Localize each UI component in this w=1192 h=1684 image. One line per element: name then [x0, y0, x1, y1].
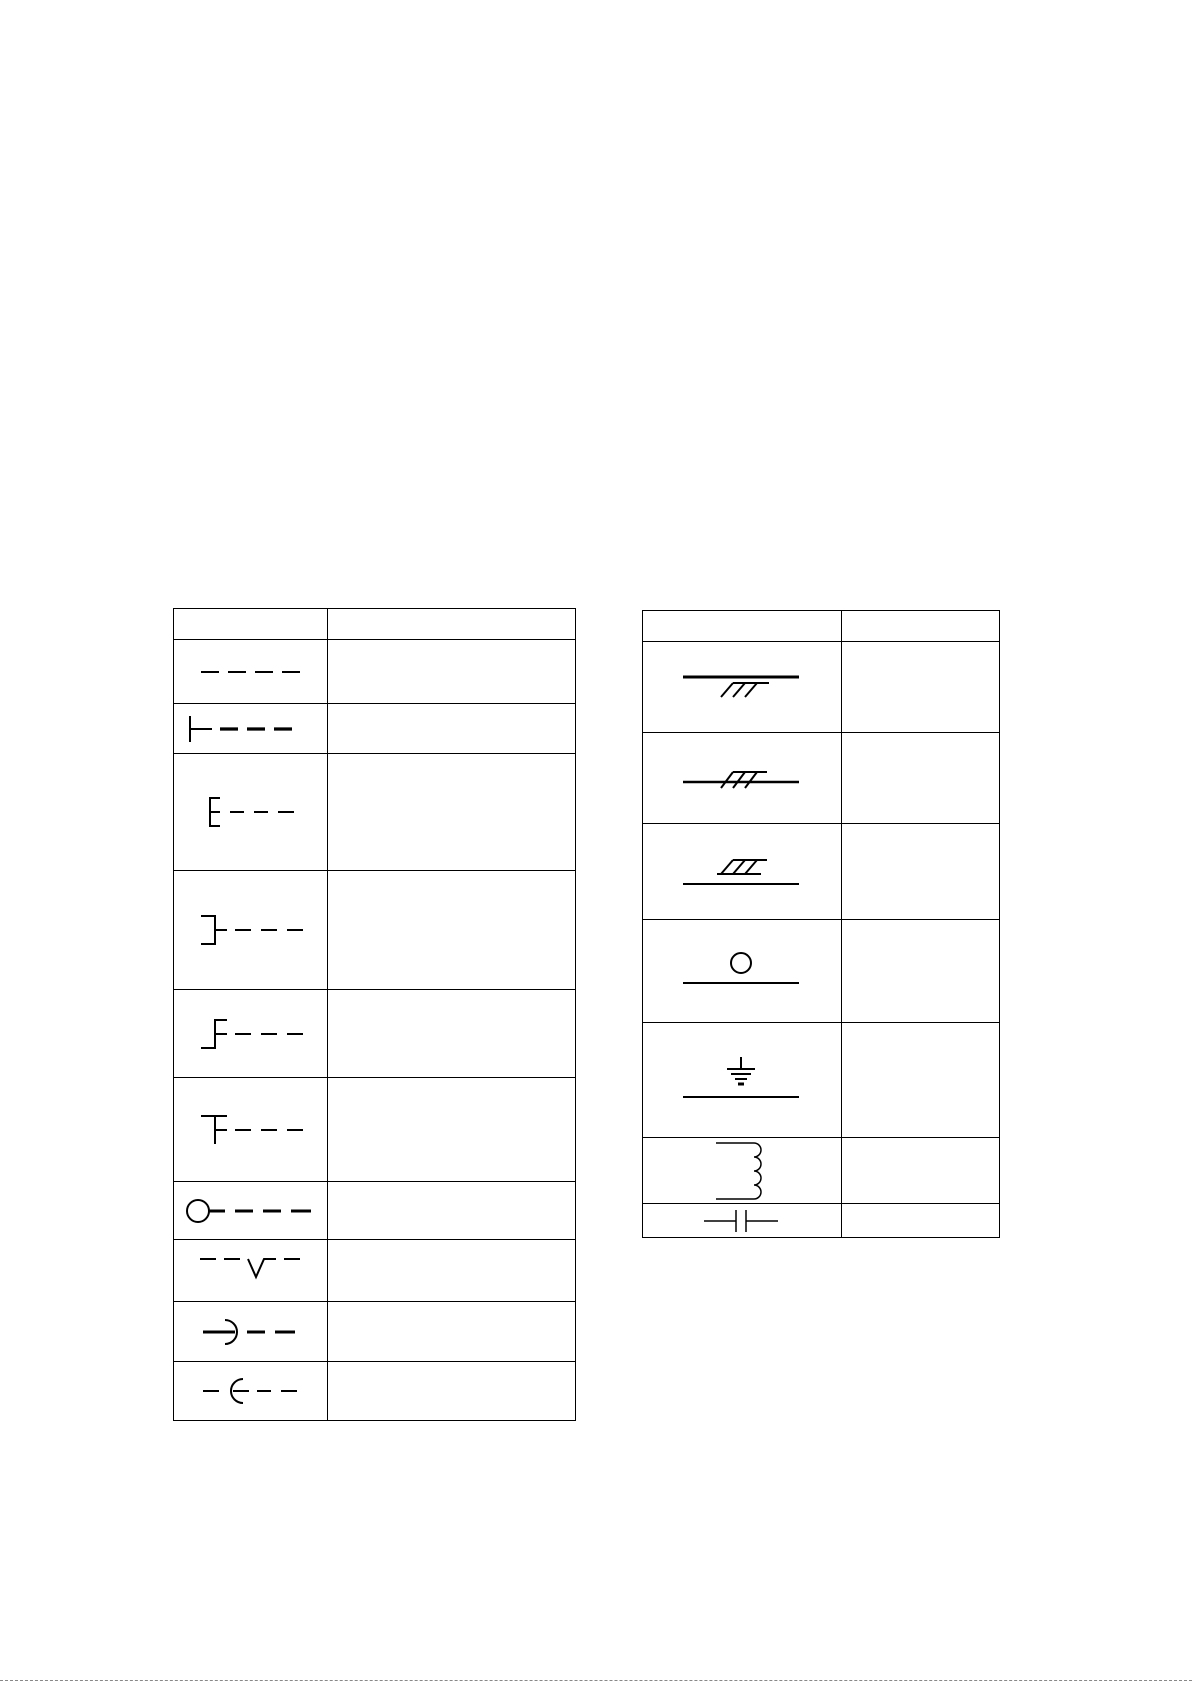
- dashed-line-t-bracket-icon: [191, 1110, 311, 1150]
- description-cell: [328, 640, 576, 704]
- symbol-column-header: [643, 611, 842, 642]
- symbol-cell: [643, 1138, 842, 1204]
- symbol-cell: [643, 1023, 842, 1138]
- page-bottom-divider: [0, 1680, 1192, 1681]
- right-symbol-table: [642, 610, 1000, 1238]
- table-row: [643, 1023, 1000, 1138]
- dashed-line-reverse-bracket-icon: [191, 910, 311, 950]
- dashed-line-e-bracket-icon: [196, 792, 306, 832]
- dashed-line-start-bar-icon: [176, 712, 326, 746]
- dashed-line-circle-icon: [181, 1194, 321, 1228]
- description-cell: [328, 1362, 576, 1421]
- ground-symbol-icon: [677, 1055, 807, 1105]
- line-hatch-below-icon: [677, 667, 807, 707]
- table-row: [174, 1302, 576, 1362]
- table-row: [174, 754, 576, 871]
- table-row: [174, 871, 576, 990]
- description-column-header: [842, 611, 1000, 642]
- table-row: [643, 1138, 1000, 1204]
- table-row: [643, 824, 1000, 920]
- symbol-cell: [643, 824, 842, 920]
- dashed-line-left-arc-icon: [191, 1371, 311, 1411]
- table-row: [174, 1240, 576, 1302]
- description-cell: [328, 704, 576, 754]
- table-header-row: [174, 609, 576, 640]
- symbol-cell: [174, 640, 328, 704]
- description-cell: [328, 1182, 576, 1240]
- description-cell: [328, 1240, 576, 1302]
- symbol-cell: [174, 1240, 328, 1302]
- symbol-cell: [174, 1302, 328, 1362]
- description-cell: [842, 920, 1000, 1023]
- symbol-cell: [174, 990, 328, 1078]
- description-cell: [328, 754, 576, 871]
- symbol-column-header: [174, 609, 328, 640]
- dashed-line-f-bracket-icon: [191, 1014, 311, 1054]
- table-row: [174, 1078, 576, 1182]
- symbol-cell: [643, 642, 842, 733]
- symbol-cell: [174, 1182, 328, 1240]
- table-row: [174, 1362, 576, 1421]
- dashed-line-v-notch-icon: [186, 1251, 316, 1291]
- symbol-cell: [174, 754, 328, 871]
- line-hatch-above-icon: [677, 852, 807, 892]
- description-cell: [842, 1204, 1000, 1238]
- description-cell: [842, 1023, 1000, 1138]
- coil-inductor-icon: [702, 1140, 782, 1202]
- table-row: [643, 1204, 1000, 1238]
- symbol-cell: [174, 1078, 328, 1182]
- line-hatch-through-icon: [677, 758, 807, 798]
- description-cell: [328, 871, 576, 990]
- table-row: [174, 1182, 576, 1240]
- line-circle-above-icon: [677, 949, 807, 993]
- table-header-row: [643, 611, 1000, 642]
- description-cell: [842, 824, 1000, 920]
- table-row: [174, 640, 576, 704]
- left-symbol-table: [173, 608, 576, 1421]
- description-cell: [842, 1138, 1000, 1204]
- description-cell: [328, 1302, 576, 1362]
- symbol-cell: [174, 704, 328, 754]
- description-cell: [842, 642, 1000, 733]
- symbol-cell: [643, 733, 842, 824]
- symbol-cell: [174, 1362, 328, 1421]
- description-cell: [842, 733, 1000, 824]
- dashed-line-right-arc-icon: [191, 1312, 311, 1352]
- dashed-line-icon: [196, 657, 306, 687]
- table-row: [174, 990, 576, 1078]
- description-cell: [328, 990, 576, 1078]
- table-row: [174, 704, 576, 754]
- table-row: [643, 733, 1000, 824]
- symbol-cell: [174, 871, 328, 990]
- capacitor-icon: [702, 1208, 782, 1234]
- symbol-cell: [643, 1204, 842, 1238]
- description-column-header: [328, 609, 576, 640]
- table-row: [643, 642, 1000, 733]
- symbol-cell: [643, 920, 842, 1023]
- description-cell: [328, 1078, 576, 1182]
- table-row: [643, 920, 1000, 1023]
